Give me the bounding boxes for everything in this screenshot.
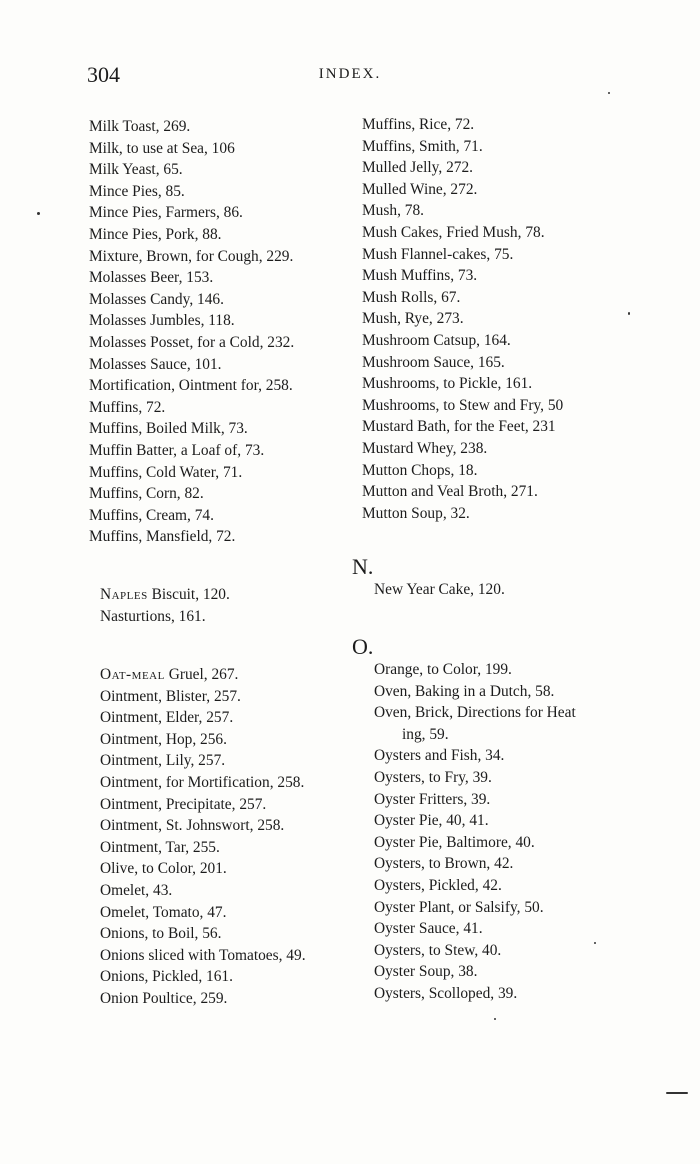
- index-entry: Oyster Pie, Baltimore, 40.: [374, 833, 535, 851]
- index-entry: Onions, to Boil, 56.: [100, 925, 222, 943]
- index-entry: Orange, to Color, 199.: [374, 661, 512, 678]
- ink-speck: [628, 312, 630, 315]
- index-entry: Muffins, Mansfield, 72.: [89, 528, 236, 546]
- index-entry: Muffins, 72.: [89, 398, 166, 416]
- index-entry: Muffins, Corn, 82.: [89, 485, 204, 503]
- index-entry: Mustard Bath, for the Feet, 231: [362, 418, 556, 436]
- right-o-entries: [374, 659, 576, 1005]
- index-entry: Muffins, Cold Water, 71.: [89, 463, 243, 481]
- left-m-entries: [89, 116, 294, 548]
- index-entry: Oyster Plant, or Salsify, 50.: [374, 898, 544, 916]
- index-entry: Muffin Batter, a Loaf of, 73.: [89, 441, 265, 459]
- index-entry: Muffins, Boiled Milk, 73.: [89, 420, 248, 438]
- index-entry: Omelet, 43.: [100, 881, 173, 899]
- index-entry: Mush Rolls, 67.: [362, 288, 461, 306]
- index-entry: Molasses Posset, for a Cold, 232.: [89, 333, 295, 351]
- index-entry: Ointment, Hop, 256.: [100, 730, 227, 748]
- index-entry: Muffins, Cream, 74.: [89, 506, 214, 524]
- index-entry: Mush Cakes, Fried Mush, 78.: [362, 223, 545, 241]
- index-entry: [100, 664, 306, 686]
- index-entry: Oyster Soup, 38.: [374, 963, 478, 981]
- index-entry: Milk Yeast, 65.: [89, 161, 183, 179]
- index-entry: Oysters and Fish, 34.: [374, 747, 505, 765]
- index-entry: Oysters, Scolloped, 39.: [374, 984, 518, 1002]
- index-entry: Onions, Pickled, 161.: [100, 968, 233, 986]
- index-entry: Mutton Soup, 32.: [362, 504, 470, 522]
- index-entry: Olive, to Color, 201.: [100, 860, 227, 878]
- entry-rest: Gruel, 267.: [164, 666, 239, 683]
- index-entry: Mutton Chops, 18.: [362, 461, 478, 479]
- ink-speck: [608, 92, 610, 94]
- index-entry: Molasses Beer, 153.: [89, 269, 214, 287]
- index-entry: Ointment, Blister, 257.: [100, 687, 241, 705]
- index-entry: Oysters, Pickled, 42.: [374, 876, 502, 894]
- index-entry: Onions sliced with Tomatoes, 49.: [100, 946, 306, 964]
- index-entry: Mustard Whey, 238.: [362, 439, 488, 457]
- index-entry: Mush, Rye, 273.: [362, 310, 464, 328]
- entry-rest: Biscuit, 120.: [147, 586, 230, 603]
- index-entry: Oven, Brick, Directions for Heat: [374, 704, 576, 722]
- index-entry: Mush Flannel-cakes, 75.: [362, 245, 514, 263]
- index-entry: Mushrooms, to Stew and Fry, 50: [362, 396, 564, 414]
- index-entry: Muffins, Rice, 72.: [362, 116, 475, 133]
- index-entry: Oyster Fritters, 39.: [374, 790, 491, 808]
- index-entry: Oyster Sauce, 41.: [374, 920, 483, 938]
- index-entry: Oysters, to Fry, 39.: [374, 768, 492, 786]
- ink-speck: [494, 1018, 496, 1020]
- index-entry: Oyster Pie, 40, 41.: [374, 812, 489, 830]
- index-entry: Mortification, Ointment for, 258.: [89, 377, 293, 395]
- entry-lead-word: Naples: [100, 586, 148, 603]
- index-entry: Molasses Jumbles, 118.: [89, 312, 235, 330]
- index-entry: Mulled Jelly, 272.: [362, 159, 474, 177]
- index-entry: Mixture, Brown, for Cough, 229.: [89, 247, 294, 265]
- page-number: 304: [87, 62, 120, 87]
- ink-speck: [594, 942, 596, 944]
- index-entry: Milk, to use at Sea, 106: [89, 139, 235, 157]
- running-title: INDEX.: [318, 66, 382, 82]
- index-entry: Ointment, Lily, 257.: [100, 752, 226, 770]
- index-entry: Oven, Baking in a Dutch, 58.: [374, 682, 555, 700]
- index-entry: Mince Pies, Pork, 88.: [89, 225, 222, 243]
- ink-speck: [37, 212, 40, 215]
- index-entry: Molasses Sauce, 101.: [89, 355, 222, 373]
- index-entry: Milk Toast, 269.: [89, 118, 191, 135]
- index-entry: Oysters, to Stew, 40.: [374, 941, 502, 959]
- index-entry: Oysters, to Brown, 42.: [374, 855, 514, 873]
- index-entry: Mutton and Veal Broth, 271.: [362, 483, 538, 501]
- index-entry: Muffins, Smith, 71.: [362, 137, 483, 155]
- index-entry: Mushrooms, to Pickle, 161.: [362, 375, 533, 393]
- left-n-entries: [100, 584, 230, 627]
- index-entry: Onion Poultice, 259.: [100, 989, 228, 1007]
- index-entry: Mushroom Catsup, 164.: [362, 331, 511, 349]
- ink-speck: [666, 1092, 688, 1094]
- section-heading-n: N.: [352, 554, 374, 579]
- index-entry: New Year Cake, 120.: [374, 581, 505, 598]
- index-entry: Mince Pies, 85.: [89, 182, 185, 200]
- right-m-entries: [362, 114, 563, 524]
- index-entry: Omelet, Tomato, 47.: [100, 903, 227, 921]
- index-entry: Mince Pies, Farmers, 86.: [89, 204, 243, 222]
- index-entry: Ointment, Precipitate, 257.: [100, 795, 267, 813]
- index-entry: Ointment, for Mortification, 258.: [100, 773, 305, 791]
- index-entry-continuation: ing, 59.: [402, 725, 449, 743]
- index-entry: Mush Muffins, 73.: [362, 267, 478, 285]
- index-entry: Ointment, St. Johnswort, 258.: [100, 817, 285, 835]
- index-entry: Nasturtions, 161.: [100, 607, 206, 625]
- right-n-entries: [374, 579, 505, 601]
- index-entry: Mush, 78.: [362, 202, 424, 220]
- entry-lead-word: Oat-meal: [100, 666, 165, 683]
- index-entry: Mulled Wine, 272.: [362, 180, 478, 198]
- section-heading-o: O.: [352, 634, 374, 659]
- index-entry: Molasses Candy, 146.: [89, 290, 224, 308]
- index-entry: Ointment, Elder, 257.: [100, 709, 234, 727]
- index-entry: Mushroom Sauce, 165.: [362, 353, 505, 371]
- index-entry: Ointment, Tar, 255.: [100, 838, 220, 856]
- index-entry: [100, 584, 230, 606]
- left-o-entries: [100, 664, 306, 1010]
